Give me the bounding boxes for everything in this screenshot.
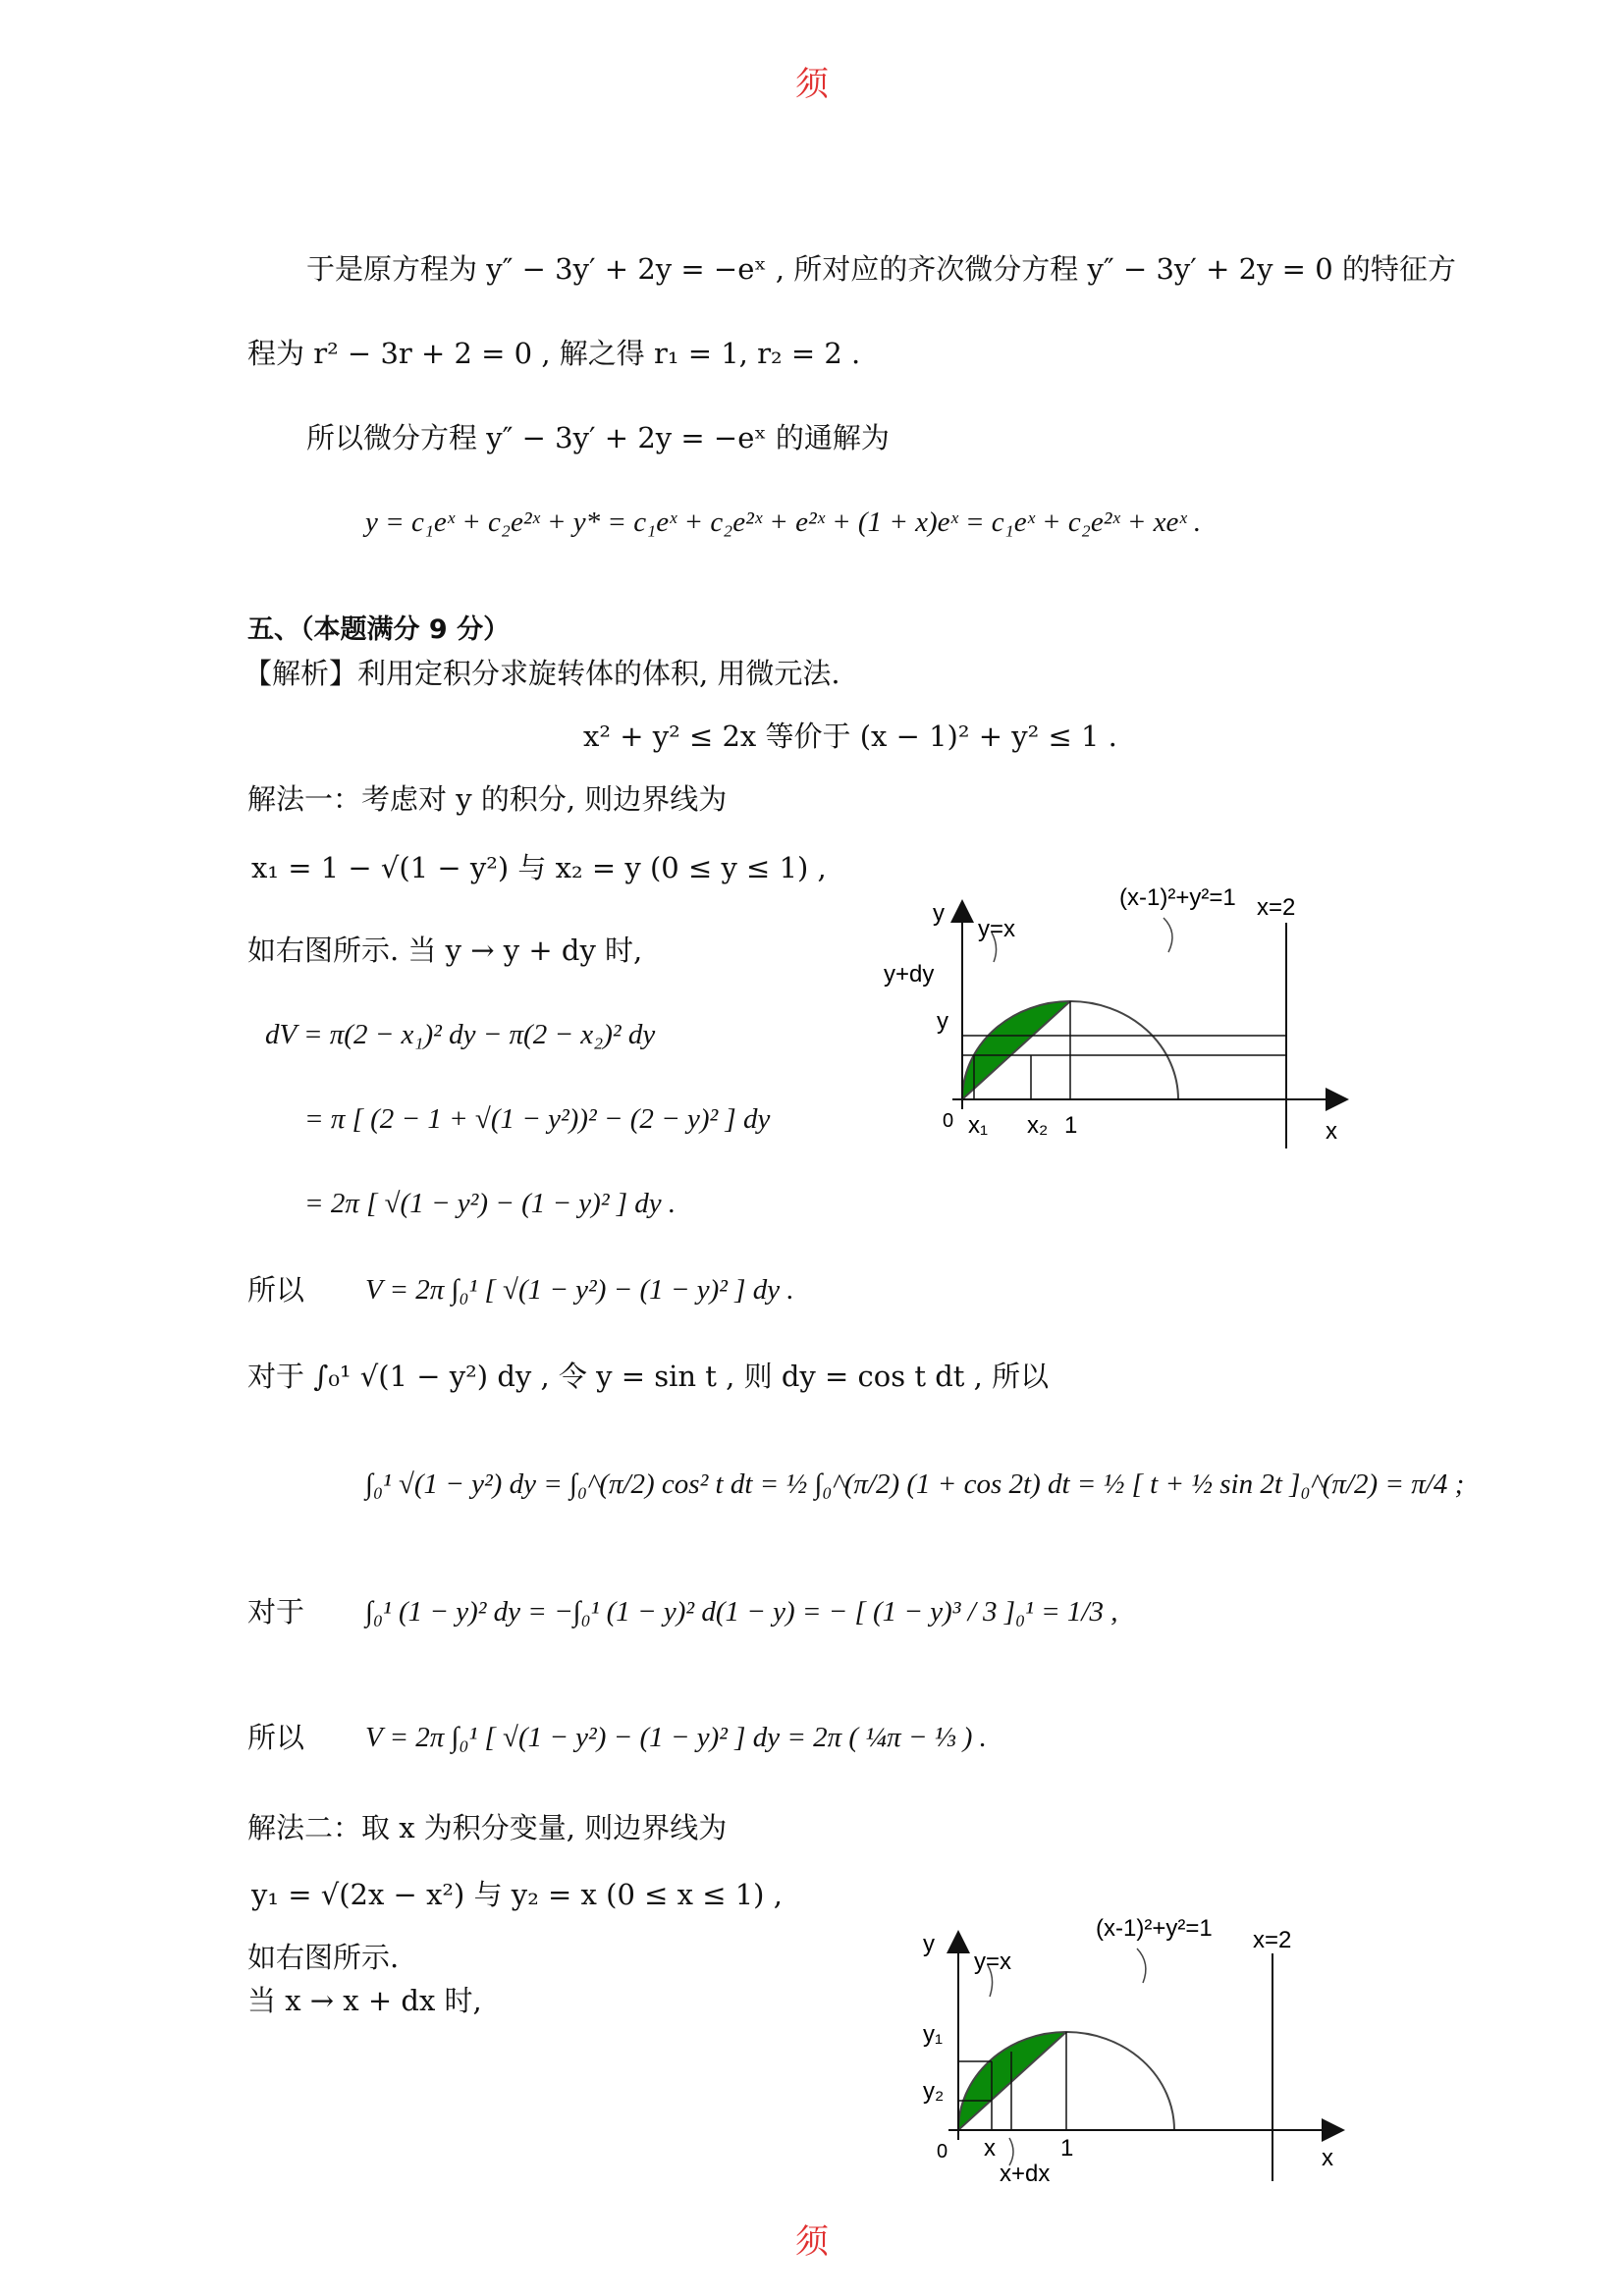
label-line: y=x [974, 1949, 1012, 1975]
label-origin: 0 [943, 1110, 954, 1132]
text-line: 所以微分方程 y″ − 3y′ + 2y = −eˣ 的通解为 [306, 421, 890, 454]
section-heading: 五、（本题满分 9 分） [247, 614, 511, 645]
formula-dv-3: = 2π [ √(1 − y²) − (1 − y)² ] dy . [304, 1188, 677, 1219]
label-for: 对于 [247, 1595, 305, 1629]
label-x-plus-dx: x+dx [1000, 2161, 1051, 2187]
label-x-axis: x [1326, 1118, 1337, 1145]
label-one: 1 [1060, 2135, 1074, 2162]
label-y-value: y [937, 1008, 948, 1035]
label-x-axis: x [1322, 2145, 1333, 2171]
formula-general-solution: y = c₁eˣ + c₂e²ˣ + y* = c₁eˣ + c₂e²ˣ + e²ˣ + (1 + x)eˣ = c₁eˣ + c₂e²ˣ + xeˣ . [365, 507, 1202, 538]
page-footer: 须 [795, 2222, 829, 2262]
label-so: 所以 [247, 1273, 305, 1307]
figure-method-two [884, 1895, 1355, 2189]
label-x2: x₂ [1027, 1112, 1049, 1139]
label-circle: (x-1)²+y²=1 [1119, 884, 1236, 911]
method-one-heading: 解法一：考虑对 y 的积分, 则边界线为 [247, 782, 728, 816]
formula-bounds-1: x₁ = 1 − √(1 − y²) 与 x₂ = y (0 ≤ y ≤ 1) , [251, 851, 827, 884]
label-y1: y₁ [923, 2021, 944, 2048]
label-y-plus-dy: y+dy [884, 961, 935, 988]
label-x-equals-2: x=2 [1253, 1927, 1292, 1953]
label-so: 所以 [247, 1721, 305, 1754]
label-x-equals-2: x=2 [1257, 894, 1296, 921]
text-line: 于是原方程为 y″ − 3y′ + 2y = −eˣ , 所对应的齐次微分方程 y″ − 3y′ + 2y = 0 的特征方 [306, 252, 1456, 286]
method-two-heading: 解法二：取 x 为积分变量, 则边界线为 [247, 1811, 728, 1844]
label-y-axis: y [933, 900, 945, 927]
text-line: 对于 ∫₀¹ √(1 − y²) dy , 令 y = sin t , 则 dy = cos t dt , 所以 [247, 1360, 1050, 1393]
page-header: 须 [795, 65, 829, 104]
formula-bounds-2: y₁ = √(2x − x²) 与 y₂ = x (0 ≤ x ≤ 1) , [251, 1878, 783, 1911]
formula-region: x² + y² ≤ 2x 等价于 (x − 1)² + y² ≤ 1 . [583, 720, 1117, 753]
formula-volume-2: V = 2π ∫₀¹ [ √(1 − y²) − (1 − y)² ] dy = 2π ( ¼π − ⅓ ) . [365, 1722, 987, 1753]
text-line: 当 x → x + dx 时, [247, 1984, 482, 2017]
figure-method-one [884, 864, 1355, 1158]
formula-volume-1: V = 2π ∫₀¹ [ √(1 − y²) − (1 − y)² ] dy . [365, 1274, 794, 1306]
leader-circle [1137, 1949, 1146, 1983]
label-one: 1 [1064, 1112, 1078, 1139]
text-line: 如右图所示. 当 y → y + dy 时, [247, 934, 643, 967]
analysis-line: 【解析】利用定积分求旋转体的体积, 用微元法. [244, 657, 840, 690]
label-x-value: x [984, 2135, 996, 2162]
formula-integral-1: ∫₀¹ √(1 − y²) dy = ∫₀^(π/2) cos² t dt = ½ ∫₀^(π/2) (1 + cos 2t) dt = ½ [ t + ½ sin 2t ]₀^(π/2) = π/4 ; [365, 1468, 1465, 1500]
label-line: y=x [978, 916, 1016, 942]
label-x1: x₁ [968, 1112, 989, 1139]
text-line: 如右图所示. [247, 1941, 400, 1974]
label-y-axis: y [923, 1931, 935, 1957]
formula-dv-1: dV = π(2 − x₁)² dy − π(2 − x₂)² dy [265, 1019, 656, 1050]
leader-circle [1164, 918, 1172, 952]
formula-integral-2: ∫₀¹ (1 − y)² dy = −∫₀¹ (1 − y)² d(1 − y) = − [ (1 − y)³ / 3 ]₀¹ = 1/3 , [365, 1596, 1118, 1628]
label-y2: y₂ [923, 2078, 945, 2105]
text-line: 程为 r² − 3r + 2 = 0 , 解之得 r₁ = 1, r₂ = 2 . [247, 337, 861, 370]
label-circle: (x-1)²+y²=1 [1096, 1915, 1213, 1942]
label-origin: 0 [937, 2141, 948, 2163]
formula-dv-2: = π [ (2 − 1 + √(1 − y²))² − (2 − y)² ] dy [304, 1103, 771, 1135]
